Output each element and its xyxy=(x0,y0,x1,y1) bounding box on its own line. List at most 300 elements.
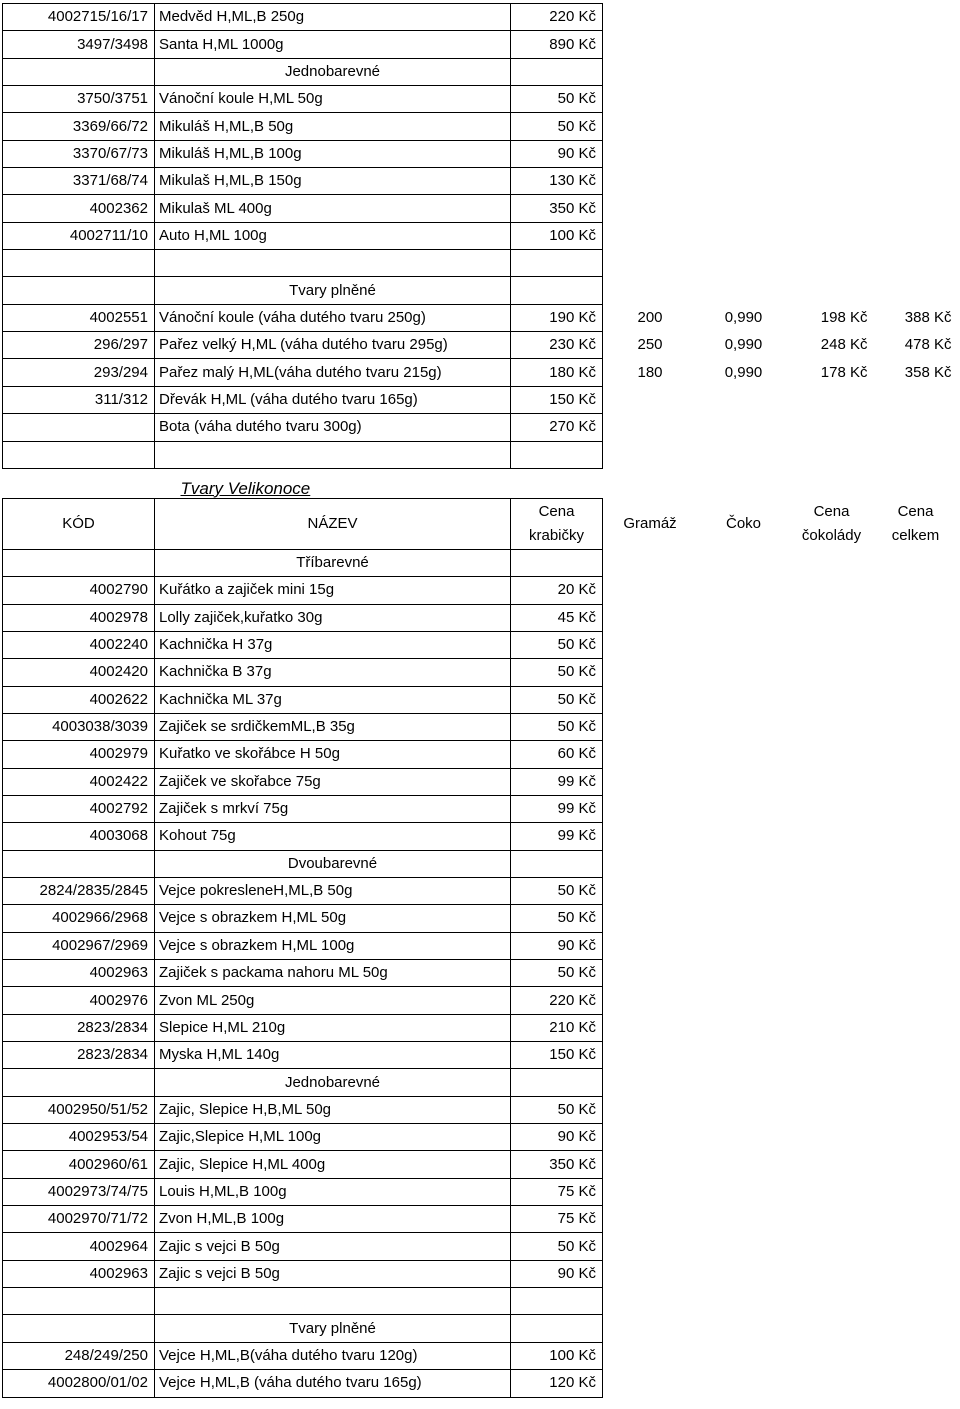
blank-cell xyxy=(874,1315,958,1342)
blank-cell xyxy=(790,113,874,140)
name-cell: Bota (váha dutého tvaru 300g) xyxy=(155,414,511,441)
blank-cell xyxy=(603,577,698,604)
chocolate-price-cell: 198 Kč xyxy=(820,308,868,326)
blank-cell xyxy=(698,877,790,904)
blank-cell xyxy=(698,31,790,58)
blank-cell xyxy=(874,1260,958,1287)
blank-cell xyxy=(698,1206,790,1233)
blank-cell xyxy=(698,960,790,987)
name-cell xyxy=(155,1288,511,1315)
blank-cell xyxy=(698,4,790,31)
table-row xyxy=(3,577,958,604)
name-cell xyxy=(155,250,511,277)
table-row xyxy=(3,414,958,441)
box-price-cell: 150 Kč xyxy=(511,386,603,413)
blank-cell xyxy=(790,795,874,822)
name-cell: Zajic, Slepice H,ML 400g xyxy=(155,1151,511,1178)
box-price-cell xyxy=(511,441,603,468)
code-cell: 4002976 xyxy=(3,987,155,1014)
code-cell: 4002970/71/72 xyxy=(3,1206,155,1233)
box-price-cell: 50 Kč xyxy=(511,1096,603,1123)
blank-cell xyxy=(874,168,958,195)
table-row xyxy=(3,877,958,904)
total-price-cell: 358 Kč xyxy=(904,363,952,381)
name-cell: Pařez malý H,ML(váha dutého tvaru 215g) xyxy=(155,359,511,386)
blank-cell xyxy=(790,932,874,959)
blank-cell xyxy=(698,1124,790,1151)
blank-cell xyxy=(698,1370,790,1397)
blank-cell xyxy=(790,768,874,795)
table-row xyxy=(3,932,958,959)
box-price-cell: 50 Kč xyxy=(511,659,603,686)
blank-cell xyxy=(698,1178,790,1205)
blank-cell xyxy=(603,686,698,713)
box-price-cell: 130 Kč xyxy=(511,168,603,195)
name-cell: Vejce H,ML,B (váha dutého tvaru 165g) xyxy=(155,1370,511,1397)
blank-cell xyxy=(3,468,155,498)
table-row xyxy=(3,1042,958,1069)
box-price-cell xyxy=(511,277,603,304)
blank-cell xyxy=(698,713,790,740)
blank-cell xyxy=(698,823,790,850)
code-cell: 3369/66/72 xyxy=(3,113,155,140)
table-row xyxy=(3,1342,958,1369)
blank-cell xyxy=(603,168,698,195)
table-row xyxy=(3,686,958,713)
blank-cell xyxy=(603,1124,698,1151)
table-row xyxy=(3,905,958,932)
code-cell xyxy=(3,549,155,576)
section-heading: Dvoubarevné xyxy=(155,850,511,877)
code-cell xyxy=(3,58,155,85)
blank-cell xyxy=(603,1014,698,1041)
table-row xyxy=(3,768,958,795)
name-cell: Kachnička H 37g xyxy=(155,631,511,658)
box-price-cell: 50 Kč xyxy=(511,960,603,987)
blank-cell xyxy=(698,1288,790,1315)
box-price-cell: 230 Kč xyxy=(511,332,603,359)
blank-cell xyxy=(790,441,874,468)
blank-cell xyxy=(874,1288,958,1315)
blank-cell xyxy=(698,222,790,249)
code-cell: 4002422 xyxy=(3,768,155,795)
blank-cell xyxy=(874,1370,958,1397)
blank-cell xyxy=(603,468,698,498)
name-cell: Medvěd H,ML,B 250g xyxy=(155,4,511,31)
blank-cell xyxy=(874,686,958,713)
table-row xyxy=(3,795,958,822)
coko-cell: 0,990 xyxy=(724,308,763,326)
blank-cell xyxy=(511,468,603,498)
box-price-cell: 90 Kč xyxy=(511,140,603,167)
blank-cell xyxy=(698,140,790,167)
blank-cell xyxy=(603,987,698,1014)
header-cena-krabicky: Cena krabičky xyxy=(511,498,603,549)
header-nazev: NÁZEV xyxy=(155,498,511,549)
blank-cell xyxy=(698,795,790,822)
code-cell: 4002967/2969 xyxy=(3,932,155,959)
blank-cell xyxy=(603,741,698,768)
blank-cell xyxy=(790,686,874,713)
blank-cell xyxy=(790,823,874,850)
section-row xyxy=(3,850,958,877)
blank-cell xyxy=(790,1096,874,1123)
blank-cell xyxy=(603,1206,698,1233)
name-cell: Zvon ML 250g xyxy=(155,987,511,1014)
code-cell: 4002964 xyxy=(3,1233,155,1260)
blank-cell xyxy=(603,549,698,576)
blank-cell xyxy=(790,905,874,932)
section-heading: Jednobarevné xyxy=(155,1069,511,1096)
blank-cell xyxy=(790,250,874,277)
blank-cell xyxy=(698,1014,790,1041)
name-cell: Kachnička B 37g xyxy=(155,659,511,686)
code-cell: 2824/2835/2845 xyxy=(3,877,155,904)
name-cell: Myska H,ML 140g xyxy=(155,1042,511,1069)
blank-cell xyxy=(603,850,698,877)
table-row xyxy=(3,113,958,140)
box-price-cell: 50 Kč xyxy=(511,113,603,140)
code-cell: 4002240 xyxy=(3,631,155,658)
blank-cell xyxy=(790,195,874,222)
blank-cell xyxy=(874,1014,958,1041)
blank-cell xyxy=(790,386,874,413)
blank-cell xyxy=(698,1069,790,1096)
table-row xyxy=(3,386,958,413)
name-cell: Zajic s vejci B 50g xyxy=(155,1260,511,1287)
blank-cell xyxy=(874,1069,958,1096)
section-heading: Tříbarevné xyxy=(155,549,511,576)
code-cell: 4002963 xyxy=(3,960,155,987)
blank-cell xyxy=(874,659,958,686)
table-row xyxy=(3,304,958,331)
blank-cell xyxy=(698,441,790,468)
section-heading: Tvary plněné xyxy=(155,1315,511,1342)
code-cell xyxy=(3,250,155,277)
blank-cell xyxy=(603,86,698,113)
blank-cell xyxy=(603,1288,698,1315)
code-cell: 4002950/51/52 xyxy=(3,1096,155,1123)
blank-cell xyxy=(698,987,790,1014)
table-row xyxy=(3,86,958,113)
box-price-cell: 50 Kč xyxy=(511,1233,603,1260)
box-price-cell: 100 Kč xyxy=(511,1342,603,1369)
box-price-cell: 350 Kč xyxy=(511,1151,603,1178)
blank-cell xyxy=(874,250,958,277)
box-price-cell: 350 Kč xyxy=(511,195,603,222)
blank-cell xyxy=(698,168,790,195)
table-row xyxy=(3,741,958,768)
velikonoce-title: Tvary Velikonoce xyxy=(180,478,311,498)
blank-cell xyxy=(790,140,874,167)
blank-cell xyxy=(603,4,698,31)
blank-cell xyxy=(790,86,874,113)
box-price-cell: 45 Kč xyxy=(511,604,603,631)
blank-cell xyxy=(790,4,874,31)
code-cell: 4003068 xyxy=(3,823,155,850)
blank-cell xyxy=(698,686,790,713)
blank-cell xyxy=(874,549,958,576)
blank-cell xyxy=(790,1014,874,1041)
table-row xyxy=(3,1014,958,1041)
box-price-cell: 220 Kč xyxy=(511,987,603,1014)
box-price-cell: 75 Kč xyxy=(511,1178,603,1205)
table-row xyxy=(3,31,958,58)
blank-cell xyxy=(790,1370,874,1397)
coko-cell: 0,990 xyxy=(724,336,763,354)
blank-cell xyxy=(874,960,958,987)
table-row xyxy=(3,1151,958,1178)
name-cell: Mikuláš H,ML,B 100g xyxy=(155,140,511,167)
name-cell: Dřevák H,ML (váha dutého tvaru 165g) xyxy=(155,386,511,413)
price-table-body xyxy=(3,4,958,1398)
blank-cell xyxy=(603,31,698,58)
blank-cell xyxy=(874,850,958,877)
name-cell: Vejce s obrazkem H,ML 100g xyxy=(155,932,511,959)
blank-cell xyxy=(698,741,790,768)
section-heading: Tvary plněné xyxy=(155,277,511,304)
header-cena-cokolady: Cena čokolády xyxy=(801,502,862,544)
blank-cell xyxy=(790,1260,874,1287)
box-price-cell: 890 Kč xyxy=(511,31,603,58)
name-cell: Mikulaš H,ML,B 150g xyxy=(155,168,511,195)
blank-cell xyxy=(698,549,790,576)
box-price-cell: 99 Kč xyxy=(511,823,603,850)
code-cell: 4002790 xyxy=(3,577,155,604)
name-cell: Zvon H,ML,B 100g xyxy=(155,1206,511,1233)
blank-cell xyxy=(790,604,874,631)
name-cell: Zajiček s mrkví 75g xyxy=(155,795,511,822)
name-cell: Vejce H,ML,B(váha dutého tvaru 120g) xyxy=(155,1342,511,1369)
blank-cell xyxy=(790,877,874,904)
table-row xyxy=(3,659,958,686)
total-price-cell: 478 Kč xyxy=(904,336,952,354)
box-price-cell: 20 Kč xyxy=(511,577,603,604)
name-cell: Kuřátko a zajiček mini 15g xyxy=(155,577,511,604)
blank-cell xyxy=(603,659,698,686)
table-row xyxy=(3,359,958,386)
code-cell: 4002978 xyxy=(3,604,155,631)
code-cell: 311/312 xyxy=(3,386,155,413)
code-cell: 248/249/250 xyxy=(3,1342,155,1369)
blank-cell xyxy=(698,468,790,498)
blank-cell xyxy=(874,1178,958,1205)
blank-cell xyxy=(790,1206,874,1233)
blank-cell xyxy=(790,58,874,85)
blank-cell xyxy=(603,823,698,850)
blank-cell xyxy=(874,604,958,631)
chocolate-price-cell: 178 Kč xyxy=(820,363,868,381)
table-row xyxy=(3,631,958,658)
title-cell xyxy=(155,468,511,498)
blank-cell xyxy=(790,1069,874,1096)
blank-cell xyxy=(790,631,874,658)
empty-row xyxy=(3,250,958,277)
header-gramaz: Gramáž xyxy=(623,514,677,532)
blank-cell xyxy=(790,277,874,304)
header-row xyxy=(3,498,958,549)
blank-cell xyxy=(790,1233,874,1260)
blank-cell xyxy=(603,932,698,959)
blank-cell xyxy=(790,1151,874,1178)
blank-cell xyxy=(874,987,958,1014)
name-cell: Zajic, Slepice H,B,ML 50g xyxy=(155,1096,511,1123)
blank-cell xyxy=(603,1370,698,1397)
name-cell: Lolly zajiček,kuřatko 30g xyxy=(155,604,511,631)
blank-cell xyxy=(790,1288,874,1315)
code-cell xyxy=(3,850,155,877)
table-row xyxy=(3,1124,958,1151)
blank-cell xyxy=(698,195,790,222)
blank-cell xyxy=(874,4,958,31)
box-price-cell: 100 Kč xyxy=(511,222,603,249)
section-row xyxy=(3,58,958,85)
blank-cell xyxy=(698,659,790,686)
blank-cell xyxy=(874,932,958,959)
blank-cell xyxy=(790,168,874,195)
blank-cell xyxy=(790,31,874,58)
box-price-cell: 90 Kč xyxy=(511,932,603,959)
code-cell: 4002960/61 xyxy=(3,1151,155,1178)
blank-cell xyxy=(603,1260,698,1287)
blank-cell xyxy=(790,468,874,498)
box-price-cell: 50 Kč xyxy=(511,686,603,713)
box-price-cell: 120 Kč xyxy=(511,1370,603,1397)
blank-cell xyxy=(698,1233,790,1260)
code-cell: 3371/68/74 xyxy=(3,168,155,195)
blank-cell xyxy=(874,1042,958,1069)
name-cell: Mikuláš H,ML,B 50g xyxy=(155,113,511,140)
blank-cell xyxy=(790,1178,874,1205)
blank-cell xyxy=(603,250,698,277)
code-cell: 4002711/10 xyxy=(3,222,155,249)
blank-cell xyxy=(790,549,874,576)
blank-cell xyxy=(698,1260,790,1287)
chocolate-price-cell: 248 Kč xyxy=(820,336,868,354)
code-cell: 4002551 xyxy=(3,304,155,331)
blank-cell xyxy=(790,1342,874,1369)
code-cell: 3497/3498 xyxy=(3,31,155,58)
blank-cell xyxy=(698,58,790,85)
empty-row xyxy=(3,1288,958,1315)
blank-cell xyxy=(874,905,958,932)
name-cell: Mikulaš ML 400g xyxy=(155,195,511,222)
code-cell xyxy=(3,441,155,468)
blank-cell xyxy=(698,604,790,631)
name-cell: Auto H,ML 100g xyxy=(155,222,511,249)
name-cell: Slepice H,ML 210g xyxy=(155,1014,511,1041)
blank-cell xyxy=(603,631,698,658)
code-cell xyxy=(3,277,155,304)
blank-cell xyxy=(874,386,958,413)
name-cell: Vánoční koule (váha dutého tvaru 250g) xyxy=(155,304,511,331)
blank-cell xyxy=(874,414,958,441)
blank-cell xyxy=(603,140,698,167)
blank-cell xyxy=(603,441,698,468)
blank-cell xyxy=(874,741,958,768)
code-cell: 4002973/74/75 xyxy=(3,1178,155,1205)
blank-cell xyxy=(698,1096,790,1123)
section-heading: Jednobarevné xyxy=(155,58,511,85)
box-price-cell: 90 Kč xyxy=(511,1260,603,1287)
blank-cell xyxy=(603,1069,698,1096)
blank-cell xyxy=(790,1042,874,1069)
gram-cell: 200 xyxy=(637,308,663,326)
gram-cell: 250 xyxy=(637,336,663,354)
box-price-cell: 50 Kč xyxy=(511,877,603,904)
box-price-cell xyxy=(511,250,603,277)
box-price-cell: 220 Kč xyxy=(511,4,603,31)
name-cell: Zajiček s packama nahoru ML 50g xyxy=(155,960,511,987)
blank-cell xyxy=(874,140,958,167)
blank-cell xyxy=(874,1151,958,1178)
blank-cell xyxy=(874,58,958,85)
blank-cell xyxy=(603,414,698,441)
name-cell: Vánoční koule H,ML 50g xyxy=(155,86,511,113)
name-cell: Zajic,Slepice H,ML 100g xyxy=(155,1124,511,1151)
title-row xyxy=(3,468,958,498)
blank-cell xyxy=(603,1178,698,1205)
section-row xyxy=(3,549,958,576)
blank-cell xyxy=(698,932,790,959)
code-cell: 4002966/2968 xyxy=(3,905,155,932)
table-row xyxy=(3,195,958,222)
blank-cell xyxy=(790,741,874,768)
table-row xyxy=(3,168,958,195)
code-cell: 296/297 xyxy=(3,332,155,359)
name-cell: Santa H,ML 1000g xyxy=(155,31,511,58)
blank-cell xyxy=(603,768,698,795)
code-cell xyxy=(3,1288,155,1315)
table-row xyxy=(3,960,958,987)
blank-cell xyxy=(698,577,790,604)
box-price-cell: 60 Kč xyxy=(511,741,603,768)
box-price-cell: 99 Kč xyxy=(511,795,603,822)
blank-cell xyxy=(603,222,698,249)
blank-cell xyxy=(874,1206,958,1233)
name-cell: Vejce pokresleneH,ML,B 50g xyxy=(155,877,511,904)
code-cell: 3750/3751 xyxy=(3,86,155,113)
blank-cell xyxy=(698,631,790,658)
blank-cell xyxy=(790,987,874,1014)
code-cell: 4002622 xyxy=(3,686,155,713)
code-cell: 4002420 xyxy=(3,659,155,686)
header-kod: KÓD xyxy=(3,498,155,549)
code-cell: 4002715/16/17 xyxy=(3,4,155,31)
blank-cell xyxy=(698,113,790,140)
code-cell: 4002953/54 xyxy=(3,1124,155,1151)
blank-cell xyxy=(874,222,958,249)
blank-cell xyxy=(790,713,874,740)
blank-cell xyxy=(874,31,958,58)
blank-cell xyxy=(790,1315,874,1342)
blank-cell xyxy=(603,1315,698,1342)
section-row xyxy=(3,1315,958,1342)
code-cell: 4002963 xyxy=(3,1260,155,1287)
table-row xyxy=(3,1233,958,1260)
blank-cell xyxy=(874,1342,958,1369)
blank-cell xyxy=(603,905,698,932)
blank-cell xyxy=(698,768,790,795)
box-price-cell: 99 Kč xyxy=(511,768,603,795)
blank-cell xyxy=(874,86,958,113)
code-cell: 4003038/3039 xyxy=(3,713,155,740)
table-row xyxy=(3,140,958,167)
blank-cell xyxy=(874,1124,958,1151)
code-cell xyxy=(3,414,155,441)
box-price-cell xyxy=(511,1288,603,1315)
code-cell: 4002792 xyxy=(3,795,155,822)
